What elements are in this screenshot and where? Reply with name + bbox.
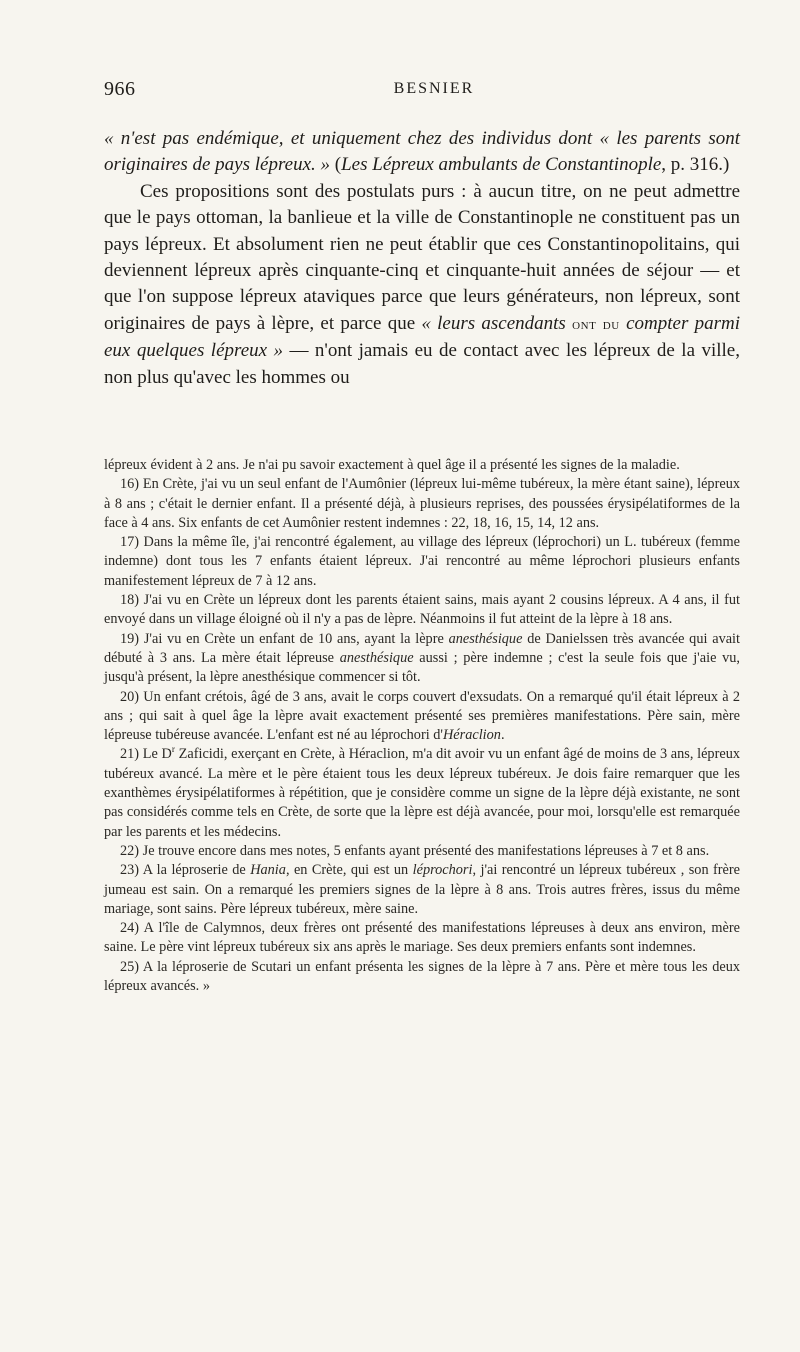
note-italic: Héraclion — [442, 727, 501, 744]
footnote-23 — [104, 861, 740, 919]
footnote-21 — [104, 745, 740, 841]
footnote-24: 24) A l'île de Calymnos, deux frères ont présenté des manifestations lépreuses à deux ans environ, mère saine. Le père vint lépreux tubéreux six ans après le mariage. Ses deux premiers enfants sont indemnes. — [104, 920, 740, 956]
inline-quote: « leurs ascendants — [421, 312, 566, 334]
citation-rest: , p. 316.) — [661, 154, 730, 176]
body-paragraph — [104, 179, 740, 391]
footnote-20 — [104, 688, 740, 746]
note-text: 20) Un enfant crétois, âgé de 3 ans, avait le corps couvert d'exsudats. On a remarqué qu'il était lépreux à 2 ans ; qui sait à quel âge la lèpre avait exactement présenté ses premières manifestations. Père sain, mère lépreuse tubéreuse avancée. L'enfant est né au léprochori d' — [104, 688, 740, 744]
note-text: 23) A la léproserie de — [120, 862, 251, 879]
note-italic: anesthésique — [448, 630, 523, 647]
footnote-continuation: lépreux évident à 2 ans. Je n'ai pu savoir exactement à quel âge il a présenté les signes de la maladie. — [104, 457, 680, 473]
note-italic: Hania — [250, 862, 286, 879]
footnote-19 — [104, 630, 740, 688]
footnote-18: 18) J'ai vu en Crète un lépreux dont les parents étaient sains, mais ayant 2 cousins lépreux. A 4 ans, il fut envoyé dans un village éloigné où il n'y a pas de lèpre. Néanmoins il fut atteint de la lèpre à 18 ans. — [104, 592, 740, 628]
smallcaps-word: du — [602, 315, 620, 333]
quote-paragraph — [104, 126, 740, 179]
footnote-25: 25) A la léproserie de Scutari un enfant présenta les signes de la lèpre à 7 ans. Père et mère tous les deux lépreux avancés. » — [104, 958, 740, 995]
footnote-17: 17) Dans la même île, j'ai rencontré également, au village des lépreux (léprochori) un L. tubéreux (femme indemne) dont tous les 7 enfants étaient lépreux. J'ai rencontré au même léprochori plusieurs enfants manifestement lépreux de 7 à 12 ans. — [104, 534, 740, 589]
inline-quote: compter parmi eux quelques lépreux » — [104, 312, 741, 362]
main-text — [104, 126, 740, 391]
quote-text: « n'est pas endémique, et uniquement chez des individus dont « les parents sont originaires de pays lépreux. » — [104, 128, 740, 176]
footnote-16: 16) En Crète, j'ai vu un seul enfant de l'Aumônier (lépreux lui-même tubéreux, la mère étant saine), lépreux à 8 ans ; c'était le dernier enfant. Il a présenté déjà, à plusieurs reprises, des poussées érysipélatiformes de la face à 4 ans. Six enfants de cet Aumônier restent indemnes : 22, 18, 16, 15, 14, 12 ans. — [104, 476, 740, 531]
citation-open: ( — [330, 154, 342, 176]
footnote-22: 22) Je trouve encore dans mes notes, 5 enfants ayant présenté des manifestations lépreuses à 7 et 8 ans. — [120, 842, 710, 859]
smallcaps-word: ont — [572, 315, 597, 333]
running-head: BESNIER — [393, 80, 475, 97]
citation-title: Les Lépreux ambulants de Constantinople — [341, 154, 662, 176]
note-text: 19) J'ai vu en Crète un enfant de 10 ans, ayant la lèpre — [120, 630, 449, 647]
note-text: . — [500, 727, 505, 744]
note-text: aussi ; père indemne ; c'est la seule fois que j'aie vu, jusqu'à présent, la lèpre anesthésique commencer si tôt. — [104, 649, 740, 686]
note-text: , j'ai rencontré un lépreux tubéreux , son frère jumeau est sain. On a remarqué les premiers signes de la lèpre à 8 ans. Trois autres frères, issus du même mariage, sont sains. Père lépreux tubéreux, mère saine. — [104, 862, 741, 917]
note-italic: anesthésique — [339, 649, 414, 666]
superscript: r — [171, 745, 175, 756]
page-header — [104, 78, 744, 102]
paragraph-text: Ces propositions sont des postulats purs : à aucun titre, on ne peut admettre que le pays ottoman, la banlieue et la ville de Constantinople ne constituent pas un pays lépreux. Et absolument rien ne peut établir que ces Constantinopolitains, qui deviennent lépreux après cinquante-cinq et cinquante-huit années de séjour — et que l'on suppose lépreux ataviques parce que leurs générateurs, non lépreux, sont originaires de pays à lèpre, et parce que — [104, 180, 740, 334]
note-text: Zaficidi, exerçant en Crète, à Héraclion, m'a dit avoir vu un enfant âgé de moins de 3 ans, lépreux tubéreux avancé. La mère et le père étaient tous les deux lépreux tubéreux. Je dois faire remarquer que les exanthèmes érysipélatiformes à répétition, que je considère comme un signe de la lèpre déjà existante, ne sont pas considérés comme tels en Crète, de sorte que la lèpre est déjà avancée, pour moi, lorsqu'elle est remarquée par les parents et les médecins. — [104, 746, 740, 840]
paragraph-text: — n'ont jamais eu de contact avec les lépreux de la ville, non plus qu'avec les hommes ou — [104, 340, 740, 388]
note-text: 21) Le D — [120, 746, 172, 763]
page-number: 966 — [104, 78, 136, 100]
note-text: , en Crète, qui est un — [285, 862, 413, 879]
footnotes — [104, 456, 740, 996]
note-italic: léprochori — [412, 862, 473, 879]
note-text: de Danielssen très avancée qui avait débuté à 3 ans. La mère était lépreuse — [104, 630, 741, 666]
